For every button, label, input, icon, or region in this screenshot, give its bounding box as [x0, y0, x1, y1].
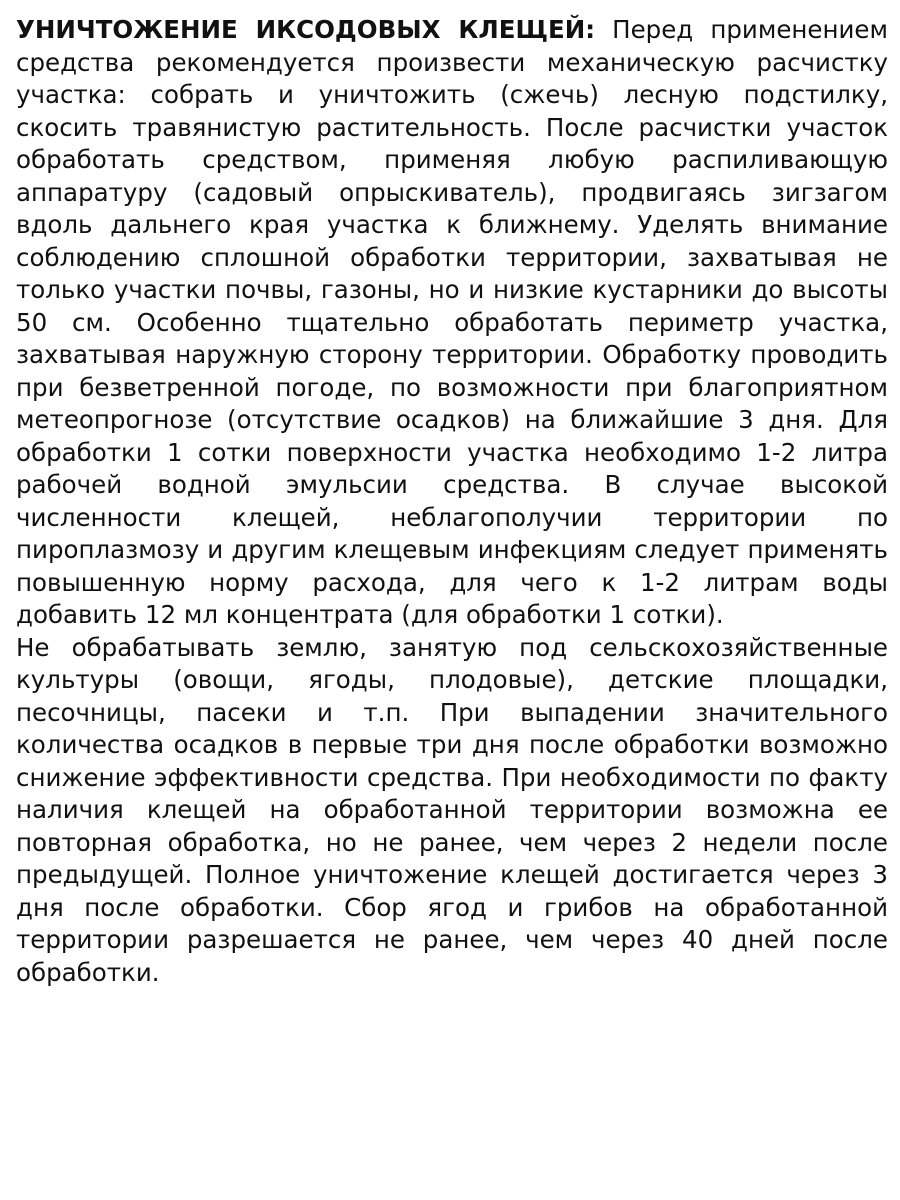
paragraph-restrictions [16, 632, 888, 990]
paragraph-restrictions-text: Не обрабатывать землю, занятую под сельскохозяйственные культуры (овощи, ягоды, плодовые), детские площадки, песочницы, пасеки и т.п. При выпадении значительного количества осадков в первые три дня после обработки возможно снижение эффективности средства. При необходимости по факту наличия клещей на обработанной территории возможна ее повторная обработка, но не ранее, чем через 2 недели после предыдущей. Полное уничтожение клещей достигается через 3 дня после обработки. Сбор ягод и грибов на обработанной территории разрешается не ранее, чем через 40 дней после обработки. [16, 632, 888, 987]
instruction-text-block [16, 14, 888, 989]
section-heading: УНИЧТОЖЕНИЕ ИКСОДОВЫХ КЛЕЩЕЙ: [16, 15, 596, 44]
paragraph-treatment-procedure-text: Перед применением средства рекомендуется произвести механическую расчистку участка: собрать и уничтожить (сжечь) лесную подстилку, скосить травянистую растительность. После расчистки участок обработать средством, применяя любую распиливающую аппаратуру (садовый опрыскиватель), продвигаясь зигзагом вдоль дальнего края участка к ближнему. Уделять внимание соблюдению сплошной обработки территории, захватывая не только участки почвы, газоны, но и низкие кустарники до высоты 50 см. Особенно тщательно обработать периметр участка, захватывая наружную сторону территории. Обработку проводить при безветренной погоде, по возможности при благоприятном метеопрогнозе (отсутствие осадков) на ближайшие 3 дня. Для обработки 1 сотки поверхности участка необходимо 1-2 литра рабочей водной эмульсии средства. В случае высокой численности клещей, неблагополучии территории по пироплазмозу и другим клещевым инфекциям следует применять повышенную норму расхода, для чего к 1-2 литрам воды добавить 12 мл концентрата (для обработки 1 сотки). [16, 15, 888, 629]
paragraph-treatment-procedure [16, 14, 888, 632]
